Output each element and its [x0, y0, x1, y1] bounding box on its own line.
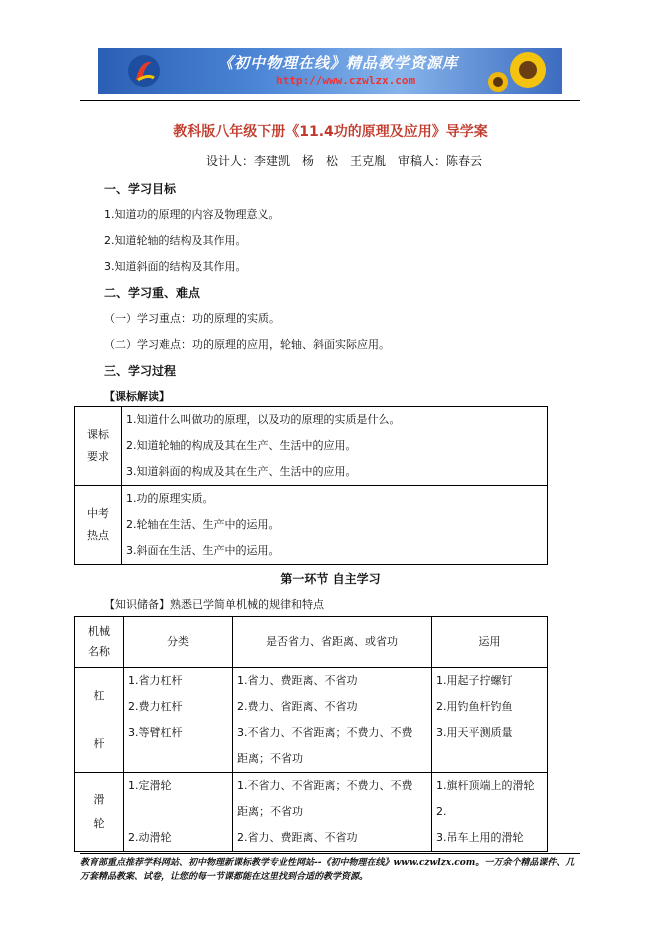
section-goals: 一、学习目标 — [104, 182, 177, 196]
list-item: 1.用起子拧螺钉 — [436, 674, 513, 687]
list-item: 1.省力、费距离、不省功 — [237, 674, 358, 687]
row-header — [75, 486, 122, 565]
list-item: 3.知道斜面的构成及其在生产、生活中的应用。 — [126, 465, 357, 478]
use-cell — [432, 773, 548, 852]
row-header-line: 热点 — [87, 529, 109, 542]
section-process: 三、学习过程 — [104, 364, 177, 378]
table-row — [75, 407, 548, 486]
list-item: 3.用天平测质量 — [436, 726, 513, 739]
list-item: 1.知道什么叫做功的原理，以及功的原理的实质是什么。 — [126, 413, 401, 426]
column-header: 是否省力、省距离、或省功 — [233, 617, 432, 668]
knowledge-heading: 【知识储备】熟悉已学简单机械的规律和特点 — [104, 598, 324, 611]
footer-rule — [80, 853, 580, 854]
list-item: 2.费力、省距离、不省功 — [237, 700, 358, 713]
goal-item: 2.知道轮轴的结构及其作用。 — [104, 234, 247, 247]
goal-item: 1.知道功的原理的内容及物理意义。 — [104, 208, 280, 221]
designers-line: 设计人：李建凯 杨 松 王克胤 审稿人：陈春云 — [206, 154, 483, 168]
type-cell — [124, 773, 233, 852]
footer-text: 教育部重点推荐学科网站、初中物理新课标教学专业性网站--《初中物理在线》www.czwlzx.com。一万余个精品课件、几万套精品教案、试卷，让您的每一节课都能在这里找到合适的教学资源。 — [80, 858, 575, 882]
list-item: 2.轮轴在生活、生产中的运用。 — [126, 518, 280, 531]
use-cell — [432, 668, 548, 773]
part-heading: 第一环节 自主学习 — [280, 572, 381, 586]
header-rule — [80, 100, 580, 101]
property-cell — [233, 668, 432, 773]
goal-item: 3.知道斜面的结构及其作用。 — [104, 260, 247, 273]
list-item: 2.知道轮轴的构成及其在生产、生活中的应用。 — [126, 439, 357, 452]
difficulty-point: （二）学习难点：功的原理的应用，轮轴、斜面实际应用。 — [104, 338, 390, 351]
list-item: 1.省力杠杆 — [128, 674, 183, 687]
list-item: 1.旗杆顶端上的滑轮 — [436, 779, 535, 792]
list-item: 3.不省力、不省距离；不费力、不费 — [237, 726, 413, 739]
list-item: 2.用钓鱼杆钓鱼 — [436, 700, 513, 713]
name-char: 滑 — [93, 793, 105, 806]
row-header-line: 要求 — [87, 450, 109, 463]
list-item: 1.不省力、不省距离；不费力、不费 — [237, 779, 413, 792]
column-header: 运用 — [432, 617, 548, 668]
site-logo-icon — [126, 54, 162, 88]
table-row — [75, 617, 548, 668]
machines-table — [74, 616, 548, 852]
requirements-cell — [122, 407, 548, 486]
list-item: 1.功的原理实质。 — [126, 492, 214, 505]
column-header — [75, 617, 124, 668]
list-item: 1.定滑轮 — [128, 779, 172, 792]
banner-title: 《初中物理在线》精品教学资源库 — [218, 54, 459, 72]
list-item: 距离；不省功 — [237, 752, 303, 765]
standards-heading: 【课标解读】 — [104, 390, 170, 403]
row-header-line: 中考 — [87, 507, 109, 520]
row-header-line: 课标 — [87, 428, 109, 441]
list-item: 3.等臂杠杆 — [128, 726, 183, 739]
list-item: 3.吊车上用的滑轮 — [436, 831, 524, 844]
name-char: 杠 — [93, 689, 105, 702]
property-cell — [233, 773, 432, 852]
list-item: 2.动滑轮 — [128, 831, 172, 844]
name-char: 杆 — [93, 737, 105, 750]
standards-table — [74, 406, 548, 565]
column-header: 分类 — [124, 617, 233, 668]
key-point: （一）学习重点：功的原理的实质。 — [104, 312, 280, 325]
table-row — [75, 773, 548, 852]
list-item: 3.斜面在生活、生产中的运用。 — [126, 544, 280, 557]
table-row — [75, 668, 548, 773]
hotspots-cell — [122, 486, 548, 565]
table-row — [75, 486, 548, 565]
name-char: 轮 — [93, 817, 105, 830]
row-header — [75, 407, 122, 486]
type-cell — [124, 668, 233, 773]
list-item: 距离；不省功 — [237, 805, 303, 818]
machine-name — [75, 773, 124, 852]
list-item: 2.费力杠杆 — [128, 700, 183, 713]
site-banner — [98, 48, 562, 94]
page-title: 教科版八年级下册《11.4功的原理及应用》导学案 — [173, 124, 488, 140]
list-item: 2. — [436, 805, 447, 818]
machine-name — [75, 668, 124, 773]
sunflower-icon — [486, 48, 556, 94]
list-item: 2.省力、费距离、不省功 — [237, 831, 358, 844]
section-key-points: 二、学习重、难点 — [104, 286, 201, 300]
header-line: 机械 — [88, 625, 110, 638]
header-line: 名称 — [88, 645, 110, 658]
banner-url[interactable]: http://www.czwlzx.com — [276, 74, 416, 87]
